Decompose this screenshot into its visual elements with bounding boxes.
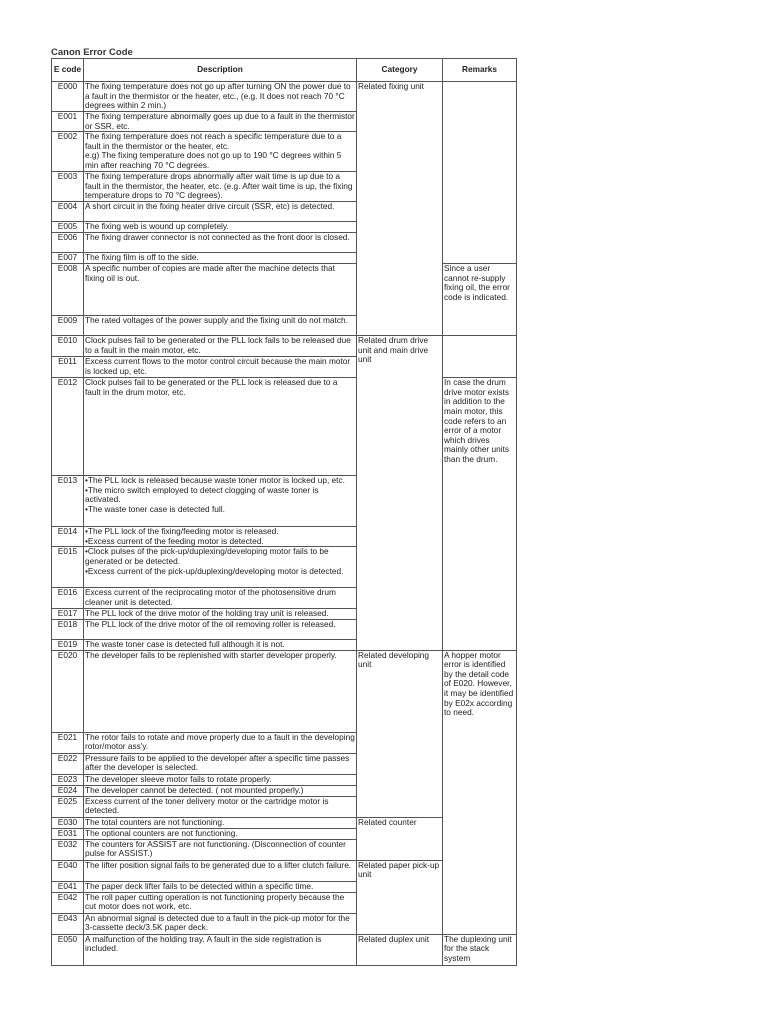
error-code-cell: E000 [52, 82, 84, 112]
description-cell [84, 881, 357, 892]
error-code-cell: E020 [52, 650, 84, 732]
description-cell [84, 527, 357, 547]
description-cell [84, 817, 357, 828]
error-code-cell: E002 [52, 132, 84, 172]
description-line: A malfunction of the holding tray. A fault in the side registration is included. [85, 934, 322, 954]
document-title: Canon Error Code [51, 47, 133, 58]
description-cell [84, 172, 357, 202]
error-code-table [51, 58, 517, 966]
error-code-cell: E017 [52, 608, 84, 619]
category-cell: Related duplex unit [357, 934, 443, 965]
error-code-cell: E012 [52, 378, 84, 476]
description-line: Excess current flows to the motor control circuit because the main motor is locked up, etc. [85, 356, 351, 376]
description-line: Clock pulses fail to be generated or the PLL lock fails to be released due to a fault in the main motor, etc. [85, 335, 351, 355]
remarks-cell: In case the drum drive motor exists in addition to the main motor, this code refers to an error of a motor which drives mainly other units than the drum. [443, 378, 517, 650]
description-cell [84, 796, 357, 817]
error-code-cell: E031 [52, 828, 84, 839]
description-line: A short circuit in the fixing heater drive circuit (SSR, etc) is detected. [85, 201, 335, 212]
error-code-cell: E025 [52, 796, 84, 817]
category-cell: Related drum drive unit and main drive unit [357, 336, 443, 650]
error-code-cell: E007 [52, 253, 84, 264]
description-line: •Clock pulses of the pick-up/duplexing/developing motor fails to be generated or be detected. [85, 546, 329, 566]
error-code-cell: E022 [52, 753, 84, 774]
description-line: The developer sleeve motor fails to rotate properly. [85, 774, 272, 784]
category-cell: Related paper pick-up unit [357, 860, 443, 934]
table-row [52, 378, 517, 476]
description-line: •Excess current of the pick-up/duplexing/developing motor is detected. [85, 565, 344, 576]
description-cell [84, 264, 357, 316]
description-line: The paper deck lifter fails to be detected within a specific time. [85, 881, 314, 891]
description-cell [84, 82, 357, 112]
description-line: A specific number of copies are made after the machine detects that fixing oil is out. [85, 263, 335, 283]
description-cell [84, 934, 357, 965]
error-code-cell: E001 [52, 112, 84, 132]
description-cell [84, 650, 357, 732]
error-code-cell: E042 [52, 892, 84, 913]
description-cell [84, 132, 357, 172]
error-code-cell: E041 [52, 881, 84, 892]
description-line: The fixing drawer connector is not connected as the front door is closed. [85, 232, 350, 243]
error-code-cell: E004 [52, 202, 84, 222]
error-code-cell: E010 [52, 336, 84, 357]
description-cell [84, 357, 357, 378]
description-cell [84, 785, 357, 796]
description-cell [84, 112, 357, 132]
description-line: The developer fails to be replenished with starter developer properly. [85, 650, 337, 660]
description-line: •The micro switch employed to detect clogging of waste toner is activated. [85, 484, 319, 505]
description-line: e.g) The fixing temperature does not go up to 190 °C degrees within 5 min after reaching 70 °C degrees. [85, 150, 342, 170]
description-cell [84, 222, 357, 233]
description-cell [84, 336, 357, 357]
error-code-cell: E015 [52, 547, 84, 588]
description-cell [84, 639, 357, 650]
description-line: •The PLL lock is released because waste toner motor is locked up, etc. [85, 475, 345, 486]
table-row [52, 336, 517, 357]
description-line: Pressure fails to be applied to the developer after a specific time passes after the developer is selected. [85, 753, 350, 773]
error-code-cell: E024 [52, 785, 84, 796]
description-line: The rated voltages of the power supply and the fixing unit do not match. [85, 315, 348, 326]
table-row [52, 82, 517, 112]
description-cell [84, 839, 357, 860]
description-line: The rotor fails to rotate and move properly due to a fault in the developing rotor/motor ass'y. [85, 732, 355, 752]
description-line: The fixing temperature does not go up after turning ON the power due to a fault in the thermistor or the heater, etc., (e.g. It does not reach 70 °C degrees within 2 min.) [85, 81, 351, 111]
description-line: The total counters are not functioning. [85, 817, 225, 827]
description-cell [84, 202, 357, 222]
error-code-cell: E023 [52, 774, 84, 785]
error-code-cell: E008 [52, 264, 84, 316]
description-line: The fixing film is off to the side. [85, 252, 199, 263]
description-line: •Excess current of the feeding motor is detected. [85, 535, 264, 546]
description-cell [84, 253, 357, 264]
error-code-cell: E013 [52, 476, 84, 527]
error-code-cell: E040 [52, 860, 84, 881]
description-cell [84, 316, 357, 336]
description-cell [84, 913, 357, 934]
table-row [52, 650, 517, 732]
description-cell [84, 608, 357, 619]
description-cell [84, 774, 357, 785]
description-cell [84, 892, 357, 913]
error-code-cell: E030 [52, 817, 84, 828]
description-line: The counters for ASSIST are not functioning. (Disconnection of counter pulse for ASSIST.) [85, 839, 346, 859]
table-row [52, 264, 517, 316]
error-code-cell: E009 [52, 316, 84, 336]
header-remarks: Remarks [443, 59, 517, 82]
error-code-cell: E032 [52, 839, 84, 860]
description-line: Excess current of the reciprocating motor of the photosensitive drum cleaner unit is detected. [85, 587, 336, 607]
category-cell: Related fixing unit [357, 82, 443, 336]
description-cell [84, 378, 357, 476]
header-code: E code [52, 59, 84, 82]
description-line: Clock pulses fail to be generated or the PLL lock is released due to a fault in the drum motor, etc. [85, 377, 338, 397]
error-code-cell: E043 [52, 913, 84, 934]
error-code-cell: E021 [52, 732, 84, 753]
description-line: The developer cannot be detected. ( not mounted properly.) [85, 785, 304, 795]
table-header-row [52, 59, 517, 82]
table-row [52, 934, 517, 965]
error-code-cell: E014 [52, 527, 84, 547]
description-cell [84, 828, 357, 839]
description-line: •The waste toner case is detected full. [85, 503, 225, 514]
error-code-cell: E018 [52, 619, 84, 639]
error-code-cell: E011 [52, 357, 84, 378]
category-cell: Related developing unit [357, 650, 443, 817]
error-code-cell: E050 [52, 934, 84, 965]
error-code-cell: E005 [52, 222, 84, 233]
remarks-cell [443, 82, 517, 264]
remarks-cell: Since a user cannot re-supply fixing oil, the error code is indicated. [443, 264, 517, 336]
description-cell [84, 619, 357, 639]
description-cell [84, 860, 357, 881]
description-line: An abnormal signal is detected due to a fault in the pick-up motor for the 3-cassette deck/3.5K paper deck. [85, 913, 350, 933]
description-cell [84, 476, 357, 527]
description-line: The roll paper cutting operation is not functioning properly because the cut motor does not work, etc. [85, 892, 345, 912]
description-cell [84, 753, 357, 774]
remarks-cell: The duplexing unit for the stack system [443, 934, 517, 965]
category-cell: Related counter [357, 817, 443, 860]
header-description: Description [84, 59, 357, 82]
description-line: The optional counters are not functioning. [85, 828, 238, 838]
error-code-cell: E019 [52, 639, 84, 650]
header-category: Category [357, 59, 443, 82]
description-line: •The PLL lock of the fixing/feeding motor is released. [85, 526, 279, 537]
description-cell [84, 233, 357, 253]
description-line: The fixing temperature abnormally goes up due to a fault in the thermistor or SSR, etc. [85, 111, 355, 131]
remarks-cell [443, 336, 517, 378]
remarks-cell: A hopper motor error is identified by the detail code of E020. However, it may be identified by E02x according to need. [443, 650, 517, 934]
description-line: The fixing temperature does not reach a specific temperature due to a fault in the thermistor or the heater, etc. [85, 131, 342, 151]
description-line: The lifter position signal fails to be generated due to a lifter clutch failure. [85, 860, 352, 870]
description-cell [84, 547, 357, 588]
description-cell [84, 588, 357, 608]
description-line: The fixing web is wound up completely. [85, 221, 229, 232]
error-code-cell: E016 [52, 588, 84, 608]
description-line: The PLL lock of the drive motor of the holding tray unit is released. [85, 608, 329, 618]
description-line: The PLL lock of the drive motor of the oil removing roller is released. [85, 619, 336, 629]
description-cell [84, 732, 357, 753]
error-code-cell: E003 [52, 172, 84, 202]
description-line: The waste toner case is detected full although it is not. [85, 639, 285, 649]
description-line: The fixing temperature drops abnormally after wait time is up due to a fault in the thermistor, the heater, etc. (e.g. After wait time is up, the fixing temperature drops to 70 °C degrees). [85, 171, 353, 201]
error-code-cell: E006 [52, 233, 84, 253]
description-line: Excess current of the toner delivery motor or the cartridge motor is detected. [85, 796, 329, 816]
